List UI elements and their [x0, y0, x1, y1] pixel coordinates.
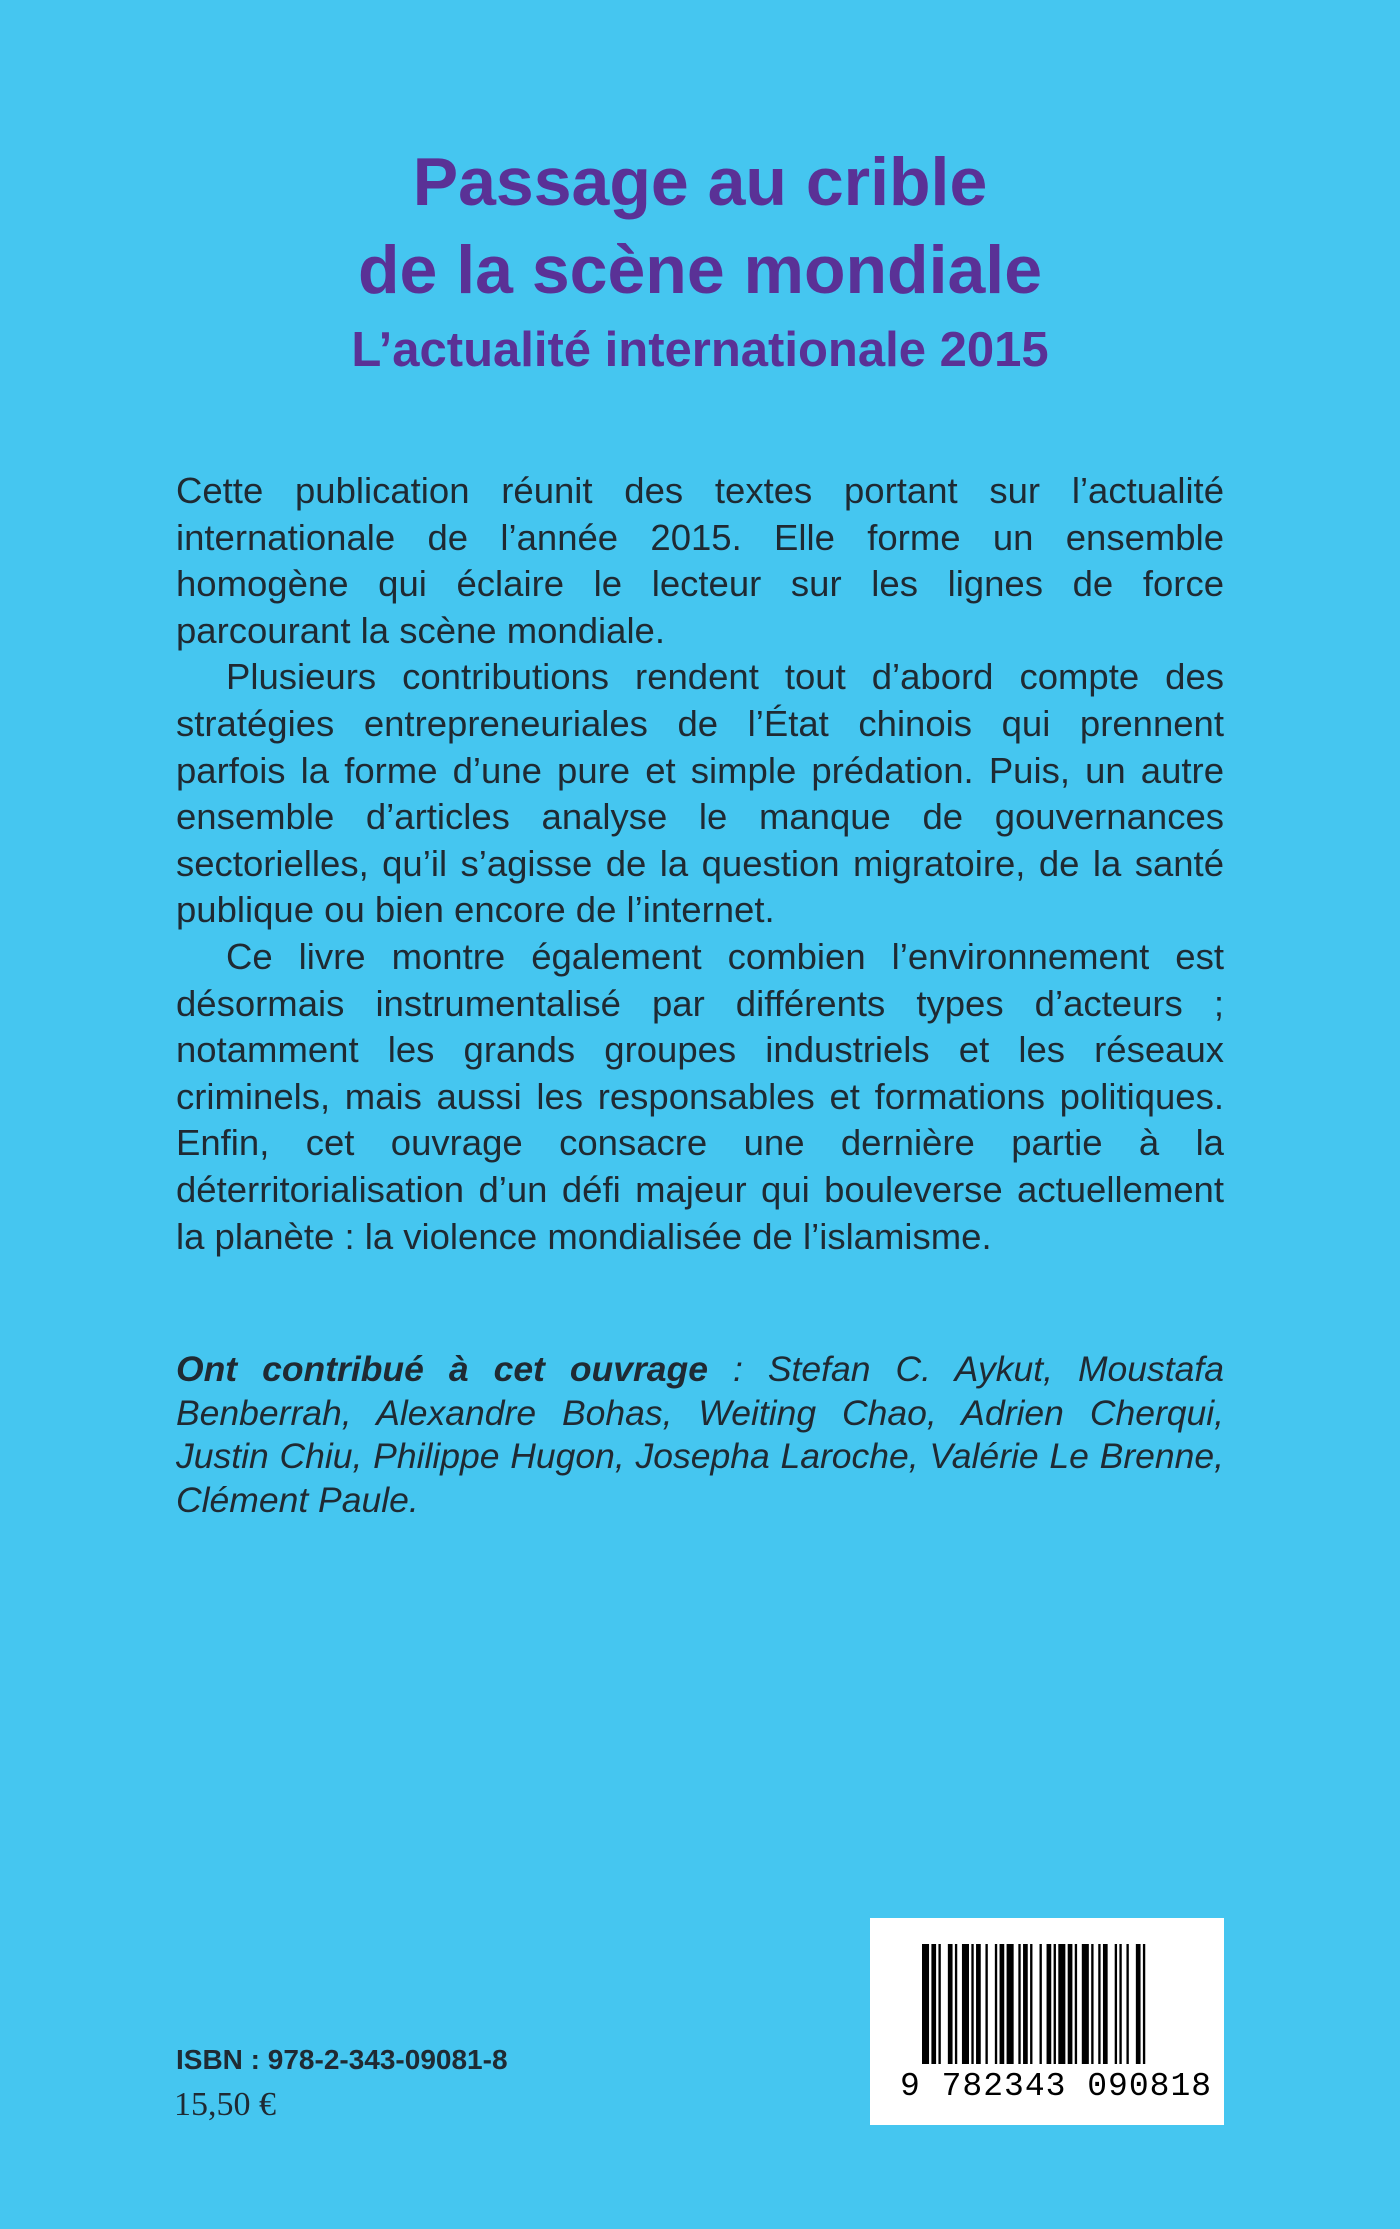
- barcode-bar: [1000, 1944, 1005, 2064]
- book-title-line-1: Passage au crible: [412, 144, 988, 220]
- blurb-paragraph-3: Ce livre montre également combien l’environnement est désormais instrumentalisé par différents types d’acteurs ; notamment les grands groupes industriels et les réseaux criminels, mais aussi les responsables et formations politiques. Enfin, cet ouvrage consacre une dernière partie à la déterritorialisation d’un défi majeur qui bouleverse actuellement la planète : la violence mondialisée de l’islamisme.: [176, 935, 1224, 1257]
- barcode-bar: [1098, 1944, 1100, 2064]
- contributors: [176, 1348, 1224, 1522]
- barcode-bar: [962, 1944, 969, 2064]
- barcode-bar: [1103, 1944, 1108, 2064]
- barcode: [870, 1918, 1224, 2125]
- price-label: 15,50 €: [174, 2086, 276, 2123]
- barcode-bar: [1136, 1944, 1141, 2064]
- barcode-bar: [948, 1944, 953, 2064]
- barcode-bar: [1040, 1944, 1042, 2064]
- barcode-bar: [985, 1944, 987, 2064]
- barcode-bar: [995, 1944, 997, 2064]
- barcode-bar: [922, 1944, 929, 2064]
- blurb-paragraph-2: Plusieurs contributions rendent tout d’abord compte des stratégies entrepreneuriales de l’État chinois qui prennent parfois la forme d’une pure et simple prédation. Puis, un autre ensemble d’articles analyse le manque de gouvernances sectorielles, qu’il s’agisse de la question migratoire, de la santé publique ou bien encore de l’internet.: [176, 656, 1224, 931]
- contributors-names: : Stefan C. Aykut, Moustafa Benberrah, Alexandre Bohas, Weiting Chao, Adrien Cherqui, Justin Chiu, Philippe Hugon, Josepha Laroche, Valérie Le Brenne, Clément Paule.: [176, 1349, 1224, 1520]
- barcode-bar: [938, 1944, 940, 2064]
- barcode-bar: [976, 1944, 981, 2064]
- barcode-bar: [1023, 1944, 1028, 2064]
- barcode-digits: 9 782343 090818: [900, 2068, 1213, 2105]
- barcode-bar: [955, 1944, 957, 2064]
- barcode-bar: [1047, 1944, 1052, 2064]
- barcode-bar: [1058, 1944, 1065, 2064]
- barcode-bar: [1143, 1944, 1145, 2064]
- barcode-bar: [931, 1944, 936, 2064]
- barcode-bar: [1091, 1944, 1093, 2064]
- barcode-bar: [1119, 1944, 1121, 2064]
- cover-title-block: [0, 138, 1400, 382]
- barcode-bar: [971, 1944, 973, 2064]
- barcode-bar: [1126, 1944, 1128, 2064]
- barcode-bar: [1030, 1944, 1032, 2064]
- isbn-label: ISBN : 978-2-343-09081-8: [176, 2044, 508, 2075]
- contributors-lead: Ont contribué à cet ouvrage: [176, 1349, 708, 1389]
- barcode-bar: [1007, 1944, 1014, 2064]
- barcode-bar: [1075, 1944, 1077, 2064]
- barcode-bar: [1068, 1944, 1073, 2064]
- barcode-bar: [1115, 1944, 1117, 2064]
- barcode-bar: [1018, 1944, 1020, 2064]
- barcode-bar: [1054, 1944, 1056, 2064]
- barcode-bar: [1082, 1944, 1089, 2064]
- book-title-line-2: de la scène mondiale: [357, 232, 1043, 308]
- blurb-paragraph-1: Cette publication réunit des textes portant sur l’actualité internationale de l’année 2015. Elle forme un ensemble homogène qui éclaire le lecteur sur les lignes de force parcourant la scène mondiale.: [176, 470, 1224, 651]
- blurb: [176, 468, 1224, 1260]
- book-subtitle: L’actualité internationale 2015: [351, 323, 1049, 377]
